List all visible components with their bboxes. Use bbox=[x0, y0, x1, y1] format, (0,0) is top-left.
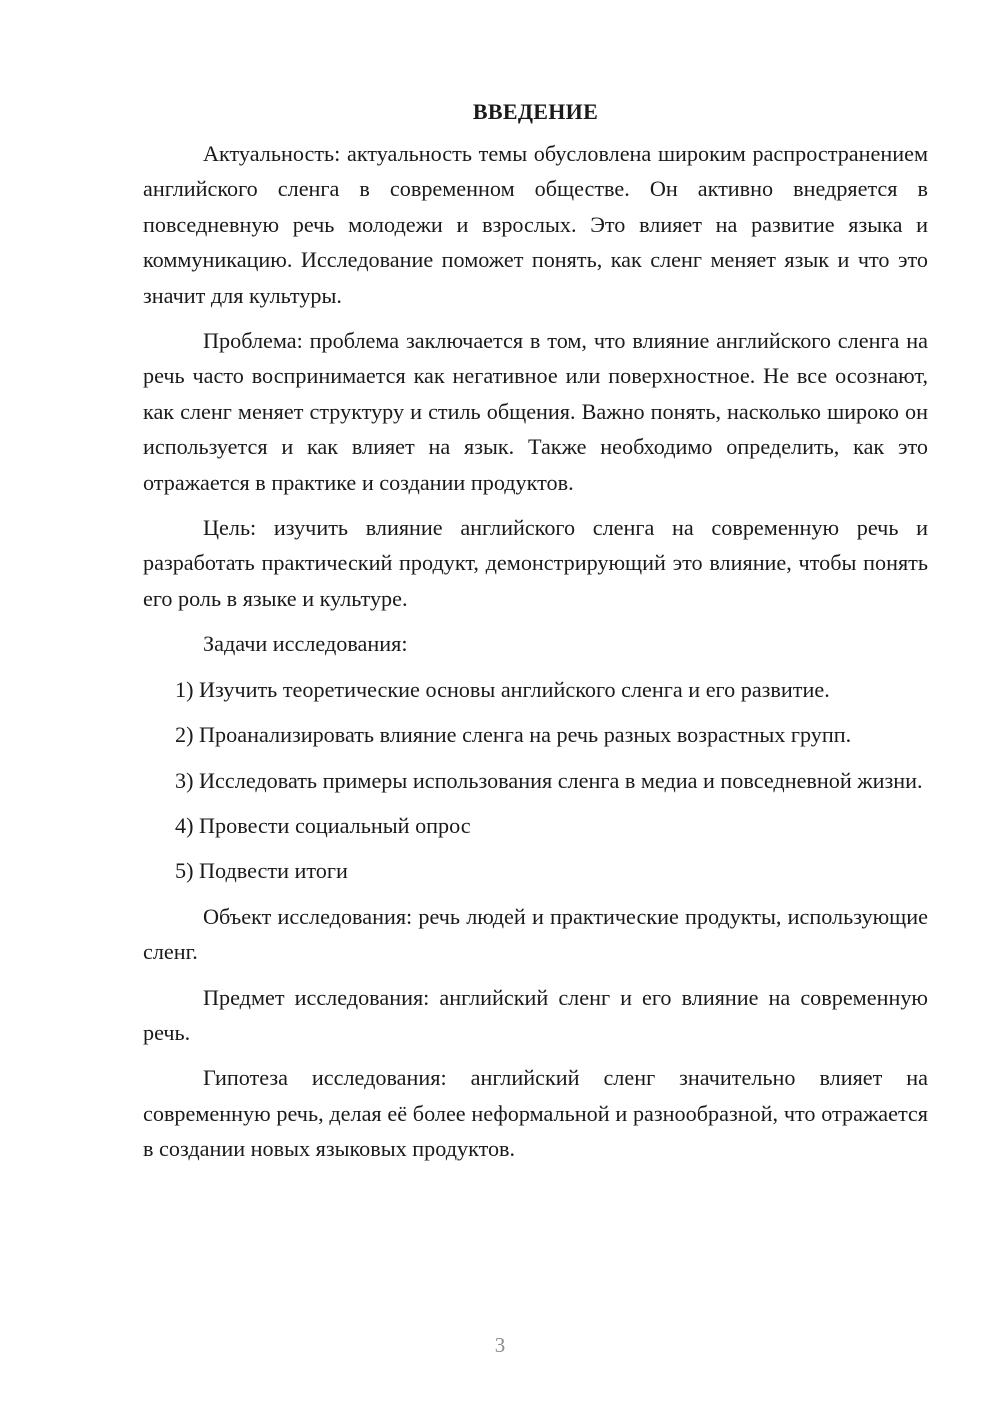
subject-paragraph: Предмет исследования: английский сленг и его влияние на современную речь. bbox=[143, 984, 928, 1045]
hypothesis-paragraph: Гипотеза исследования: английский сленг значительно влияет на современную речь, делая её более неформальной и разнообразной, что отражается в создании новых языковых продуктов. bbox=[143, 1065, 928, 1162]
task-item-1: 1) Изучить теоретические основы английского сленга и его развитие. bbox=[175, 676, 830, 702]
tasks-heading: Задачи исследования: bbox=[203, 631, 408, 657]
goal-paragraph: Цель: изучить влияние английского сленга на современную речь и разработать практический продукт, демонстрирующий это влияние, чтобы понять его роль в языке и культуре. bbox=[143, 515, 928, 611]
task-item-3: 3) Исследовать примеры использования сленга в медиа и повседневной жизни. bbox=[175, 767, 923, 793]
page-number: 3 bbox=[494, 1333, 506, 1357]
object-paragraph: Объект исследования: речь людей и практические продукты, использующие сленг. bbox=[143, 903, 928, 965]
task-item-5: 5) Подвести итоги bbox=[175, 858, 348, 884]
problem-paragraph: Проблема: проблема заключается в том, что влияние английского сленга на речь часто воспринимается как негативное или поверхностное. Не все осознают, как сленг меняет структуру и стиль общения. Важно понять, насколько широко он используется и как влияет на язык. Также необходимо определить, как это отражается в практике и создании продуктов. bbox=[143, 328, 928, 495]
task-item-2: 2) Проанализировать влияние сленга на речь разных возрастных групп. bbox=[175, 722, 852, 748]
page-content bbox=[143, 96, 928, 1177]
relevance-paragraph: Актуальность: актуальность темы обусловлена широким распространением английского сленга в современном обществе. Он активно внедряется в повседневную речь молодежи и взрослых. Это влияет на развитие языка и коммуникацию. Исследование поможет понять, как сленг меняет язык и что это значит для культуры. bbox=[143, 141, 928, 308]
section-title: ВВЕДЕНИЕ bbox=[472, 99, 599, 124]
task-item-4: 4) Провести социальный опрос bbox=[175, 812, 471, 838]
